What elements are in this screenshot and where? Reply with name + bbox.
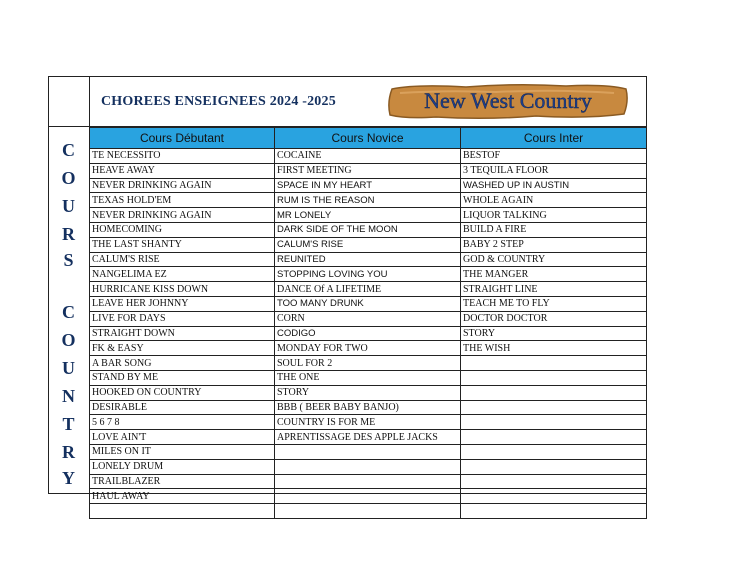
side-letter: C: [62, 302, 75, 322]
cell-novice: SPACE IN MY HEART: [275, 178, 461, 193]
cell-novice: MR LONELY: [275, 208, 461, 223]
cell-debutant: HOMECOMING: [90, 222, 275, 237]
side-letter: U: [62, 196, 75, 216]
cell-inter: [461, 415, 647, 430]
cell-inter: WASHED UP IN AUSTIN: [461, 178, 647, 193]
table-row: [90, 474, 647, 489]
cell-inter: [461, 459, 647, 474]
cell-debutant: HOOKED ON COUNTRY: [90, 385, 275, 400]
table-row: [90, 267, 647, 282]
cell-debutant: THE LAST SHANTY: [90, 237, 275, 252]
cell-inter: [461, 444, 647, 459]
table-row: [90, 296, 647, 311]
table-row: [90, 400, 647, 415]
cell-novice: SOUL FOR 2: [275, 356, 461, 371]
table-row: [90, 489, 647, 504]
side-letter: O: [61, 168, 76, 188]
side-letter: S: [63, 250, 74, 270]
cell-inter: BABY 2 STEP: [461, 237, 647, 252]
cell-debutant: HAUL AWAY: [90, 489, 275, 504]
cell-inter: [461, 400, 647, 415]
column-header-debutant: Cours Débutant: [90, 128, 275, 149]
cell-novice: MONDAY FOR TWO: [275, 341, 461, 356]
cell-debutant: LOVE AIN'T: [90, 430, 275, 445]
cell-debutant: MILES ON IT: [90, 444, 275, 459]
side-letter: Y: [62, 468, 75, 488]
table-row: [90, 193, 647, 208]
table-row: [90, 222, 647, 237]
cell-debutant: STRAIGHT DOWN: [90, 326, 275, 341]
cell-novice: STORY: [275, 385, 461, 400]
cell-novice: BBB ( BEER BABY BANJO): [275, 400, 461, 415]
cell-debutant: FK & EASY: [90, 341, 275, 356]
cell-inter: STRAIGHT LINE: [461, 282, 647, 297]
cell-inter: [461, 474, 647, 489]
table-row: [90, 430, 647, 445]
cell-debutant: TE NECESSITO: [90, 149, 275, 164]
table-row: [90, 459, 647, 474]
cell-debutant: STAND BY ME: [90, 370, 275, 385]
cell-debutant: NANGELIMA EZ: [90, 267, 275, 282]
cell-inter: [461, 356, 647, 371]
cell-novice: DARK SIDE OF THE MOON: [275, 222, 461, 237]
table-row: [90, 370, 647, 385]
table-row: [90, 252, 647, 267]
cell-inter: BESTOF: [461, 149, 647, 164]
cell-debutant: CALUM'S RISE: [90, 252, 275, 267]
side-letter: T: [62, 414, 75, 434]
cell-novice: [275, 474, 461, 489]
cell-novice: [275, 489, 461, 504]
cell-novice: TOO MANY DRUNK: [275, 296, 461, 311]
table-row: [90, 163, 647, 178]
table-row: [90, 178, 647, 193]
cell-novice: CALUM'S RISE: [275, 237, 461, 252]
cell-inter: THE MANGER: [461, 267, 647, 282]
table-row: [90, 415, 647, 430]
cell-inter: STORY: [461, 326, 647, 341]
cell-novice: STOPPING LOVING YOU: [275, 267, 461, 282]
table-row: [90, 282, 647, 297]
cell-novice: APRENTISSAGE DES APPLE JACKS: [275, 430, 461, 445]
cell-debutant: LIVE FOR DAYS: [90, 311, 275, 326]
cell-debutant: LEAVE HER JOHNNY: [90, 296, 275, 311]
cell-novice: THE ONE: [275, 370, 461, 385]
cell-novice: DANCE Of A LIFETIME: [275, 282, 461, 297]
side-letter: N: [62, 386, 75, 406]
logo: [386, 83, 630, 120]
cell-novice: [275, 459, 461, 474]
cell-inter: TEACH ME TO FLY: [461, 296, 647, 311]
cell-inter: WHOLE AGAIN: [461, 193, 647, 208]
side-letter: O: [61, 330, 76, 350]
table-row: [90, 356, 647, 371]
page-title: CHOREES ENSEIGNEES 2024 -2025: [101, 94, 336, 109]
side-letter: R: [62, 442, 75, 462]
table-row: [90, 311, 647, 326]
cell-debutant: 5 6 7 8: [90, 415, 275, 430]
cell-inter: BUILD A FIRE: [461, 222, 647, 237]
cell-novice: [275, 444, 461, 459]
cell-debutant: [90, 504, 275, 519]
cell-inter: [461, 385, 647, 400]
cell-novice: COCAINE: [275, 149, 461, 164]
table-row: [90, 385, 647, 400]
cell-inter: [461, 430, 647, 445]
column-header-novice: Cours Novice: [275, 128, 461, 149]
cell-novice: FIRST MEETING: [275, 163, 461, 178]
cell-debutant: NEVER DRINKING AGAIN: [90, 178, 275, 193]
cell-novice: [275, 504, 461, 519]
cell-novice: REUNITED: [275, 252, 461, 267]
table-header-row: [90, 128, 647, 149]
cell-novice: COUNTRY IS FOR ME: [275, 415, 461, 430]
cell-novice: CORN: [275, 311, 461, 326]
cell-inter: LIQUOR TALKING: [461, 208, 647, 223]
table-row: [90, 149, 647, 164]
cell-inter: 3 TEQUILA FLOOR: [461, 163, 647, 178]
cell-inter: [461, 489, 647, 504]
side-letter: R: [62, 224, 75, 244]
cell-debutant: HEAVE AWAY: [90, 163, 275, 178]
cell-novice: RUM IS THE REASON: [275, 193, 461, 208]
cell-inter: DOCTOR DOCTOR: [461, 311, 647, 326]
table-row: [90, 504, 647, 519]
cell-debutant: LONELY DRUM: [90, 459, 275, 474]
choree-table: [89, 127, 647, 519]
table-row: [90, 237, 647, 252]
logo-banner: [386, 83, 630, 120]
cell-debutant: TEXAS HOLD'EM: [90, 193, 275, 208]
cell-inter: [461, 370, 647, 385]
column-header-inter: Cours Inter: [461, 128, 647, 149]
table-row: [90, 208, 647, 223]
side-letter: C: [62, 140, 75, 160]
cell-inter: GOD & COUNTRY: [461, 252, 647, 267]
logo-text: New West Country: [424, 88, 592, 113]
side-letter: U: [62, 358, 75, 378]
table-row: [90, 444, 647, 459]
cell-debutant: TRAILBLAZER: [90, 474, 275, 489]
cell-debutant: HURRICANE KISS DOWN: [90, 282, 275, 297]
cell-inter: [461, 504, 647, 519]
cell-debutant: DESIRABLE: [90, 400, 275, 415]
table-row: [90, 341, 647, 356]
table-row: [90, 326, 647, 341]
cell-inter: THE WISH: [461, 341, 647, 356]
cell-debutant: A BAR SONG: [90, 356, 275, 371]
cell-debutant: NEVER DRINKING AGAIN: [90, 208, 275, 223]
side-vertical-text: [48, 140, 89, 490]
cell-novice: CODIGO: [275, 326, 461, 341]
